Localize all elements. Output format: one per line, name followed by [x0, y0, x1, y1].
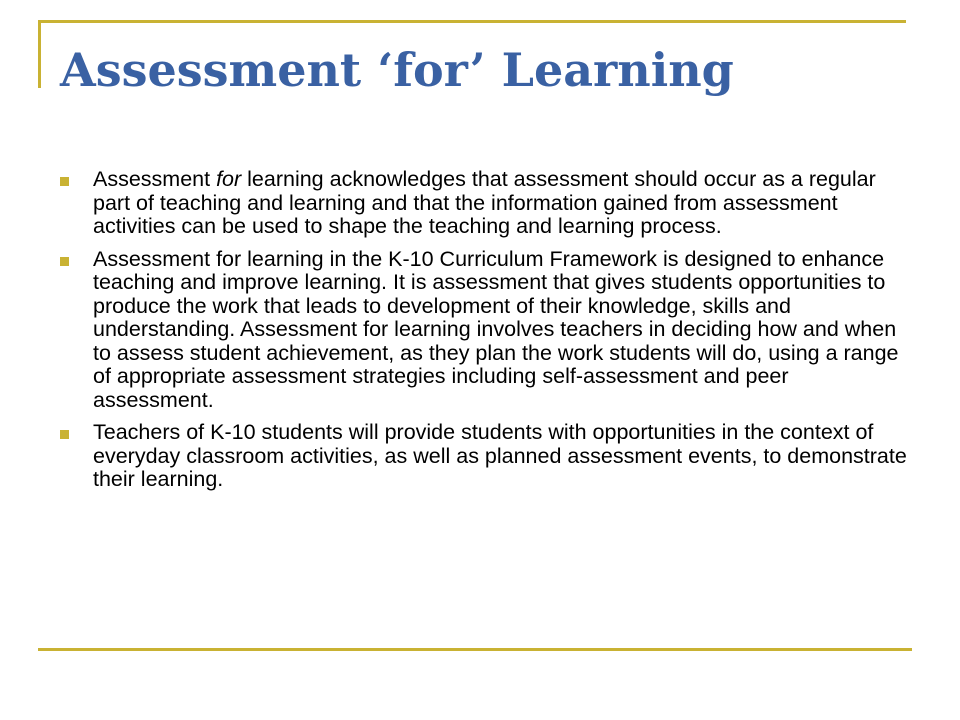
bullet-text [93, 167, 876, 238]
bullet-text-italic: for [216, 167, 242, 191]
square-bullet-icon [60, 257, 69, 266]
bullet-item [60, 421, 912, 492]
bullet-text-start: Assessment [93, 167, 217, 191]
bullet-text-end: learning acknowledges that assessment should occur as a regular part of teaching and learning and that the information gained from assessment activities can be used to shape the teaching and learning process. [93, 167, 876, 238]
bullet-item [60, 168, 912, 239]
bullet-item [60, 248, 912, 413]
square-bullet-icon [60, 430, 69, 439]
left-divider-line [38, 20, 41, 88]
bottom-divider-line [38, 648, 912, 651]
slide-title: Assessment ‘for’ Learning [60, 43, 734, 97]
bullet-list [60, 168, 912, 501]
bullet-text: Assessment for learning in the K-10 Curriculum Framework is designed to enhance teaching and improve learning. It is assessment that gives students opportunities to produce the work that leads to development of their knowledge, skills and understanding. Assessment for learning involves teachers in deciding how and when to assess student achievement, as they plan the work students will do, using a range of appropriate assessment strategies including self-assessment and peer assessment. [93, 246, 899, 412]
bullet-text: Teachers of K-10 students will provide students with opportunities in the context of everyday classroom activities, as well as planned assessment events, to demonstrate their learning. [93, 420, 907, 491]
square-bullet-icon [60, 177, 69, 186]
top-divider-line [38, 20, 906, 23]
